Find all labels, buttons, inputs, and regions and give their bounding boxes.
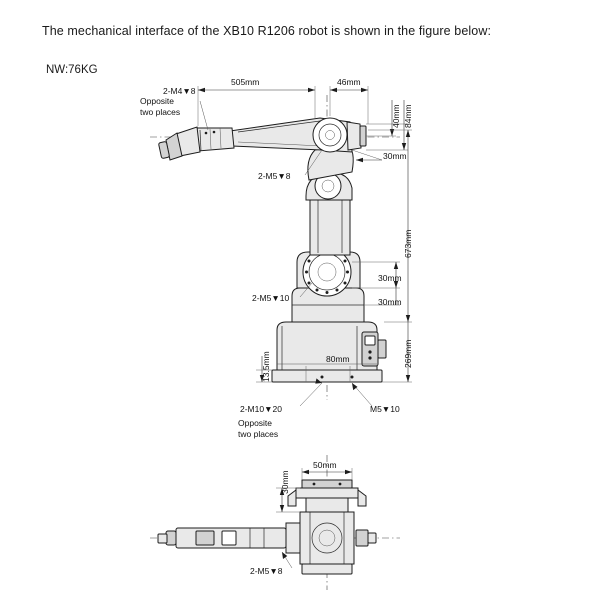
- net-weight-label: NW:76KG: [46, 64, 98, 76]
- note-top-2-m5-8: 2-M5▼8: [250, 566, 283, 576]
- dim-673mm: 673mm: [403, 229, 413, 258]
- dim-40mm: 40mm: [391, 104, 401, 128]
- dim-13-5mm: 13.5mm: [261, 351, 271, 382]
- note-2-m4: 2-M4▼8: [163, 86, 196, 96]
- note-2-m5-10: 2-M5▼10: [252, 293, 290, 303]
- dim-84mm: 84mm: [403, 104, 413, 128]
- dim-top-30mm: 30mm: [280, 470, 290, 494]
- note-2-m10-20: 2-M10▼20: [240, 404, 282, 414]
- note-2-m10-20-sub: Opposite two places: [238, 418, 279, 439]
- dim-80mm: 80mm: [326, 354, 350, 364]
- page-caption: The mechanical interface of the XB10 R1206 robot is shown in the figure below:: [42, 24, 492, 38]
- note-2-m4-sub: Opposite two places: [140, 96, 181, 117]
- note-2-m5-wrist: 2-M5▼8: [258, 171, 291, 181]
- dim-269mm: 269mm: [403, 339, 413, 368]
- dim-30mm-upper-arm: 30mm: [383, 151, 407, 161]
- dim-30mm-shoulder-lower: 30mm: [378, 297, 402, 307]
- note-m5-10-right: M5▼10: [370, 404, 400, 414]
- dim-30mm-shoulder-upper: 30mm: [378, 273, 402, 283]
- dim-top-50mm: 50mm: [313, 460, 337, 470]
- dim-46mm: 46mm: [337, 77, 361, 87]
- dim-505mm: 505mm: [231, 77, 260, 87]
